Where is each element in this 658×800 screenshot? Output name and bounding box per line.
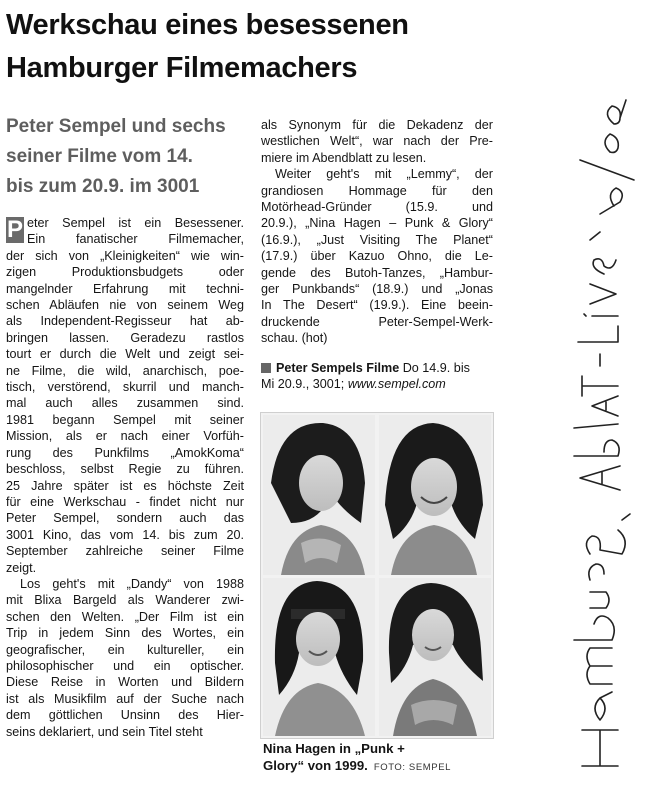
left-column-line: Los geht's mit „Dandy“ von 1988 xyxy=(20,576,244,591)
handwritten-note-image xyxy=(560,80,656,780)
right-column-line: gende des Butoh-Tanzes, „Hambur- xyxy=(261,265,493,280)
left-column-line: seins deklariert, und sein Titel steht xyxy=(6,724,203,739)
screening-info-line-1 xyxy=(261,360,493,376)
left-column-line: Mission, als er nach einer Vorfüh- xyxy=(6,429,244,444)
right-column-line: schau. (hot) xyxy=(261,331,328,346)
left-column-line: der sich von „Kleinigkeiten“ wie win- xyxy=(6,248,244,263)
screening-info-dates: Do 14.9. bis xyxy=(399,361,470,375)
left-column-line: mangelnder Erfahrung mit techni- xyxy=(6,281,244,296)
photo-collage-image xyxy=(261,413,493,738)
right-column-line: miere im Abendblatt zu lesen. xyxy=(261,150,427,165)
photo-collage xyxy=(260,412,494,739)
left-column-line: rung des Punkfilms „AmokKoma“ xyxy=(6,445,244,460)
left-column-line: ist als Musikfilm auf der Suche nach xyxy=(6,691,244,706)
subhead-line-3: bis zum 20.9. im 3001 xyxy=(6,176,200,197)
left-column-line: mal auch alles zusammen sind. xyxy=(6,396,244,411)
article-subhead xyxy=(6,112,252,202)
photo-credit: FOTO: SEMPEL xyxy=(373,762,452,773)
right-column-line: westlichen Welt“, war nach der Pre- xyxy=(261,134,493,149)
left-column-line: beschloss, selbst Regie zu führen. xyxy=(6,462,244,477)
screening-info-url[interactable]: www.sempel.com xyxy=(347,377,446,392)
left-column-line: für eine Werkschau - findet nicht nur xyxy=(6,494,244,509)
right-column-line: Motörhead-Gründer (15.9. und xyxy=(261,200,493,215)
subhead-line-1: Peter Sempel und sechs xyxy=(6,116,226,137)
screening-info-line-2 xyxy=(261,376,493,392)
right-column-line: In The Desert“ (19.9.). Eine beein- xyxy=(261,298,493,313)
info-square-icon xyxy=(261,363,271,373)
left-column-line: eter Sempel ist ein Besessener. xyxy=(27,216,244,230)
left-column-line: Trip in jedem Sinn des Wortes, ein xyxy=(6,626,244,641)
drop-cap: P xyxy=(6,216,23,243)
screening-info-venue: Mi 20.9., 3001; xyxy=(261,377,348,392)
left-column-line: 3001 Kino, das vom 14. bis zum 20. xyxy=(6,527,244,542)
headline-line-1: Werkschau eines besessenen xyxy=(6,9,409,41)
left-column-line: September zahlreiche seiner Filme xyxy=(6,544,244,559)
caption-text-1: Nina Hagen in „Punk + xyxy=(263,741,405,756)
right-column-line: grandiosen Hommage für den xyxy=(261,183,493,198)
left-column-line: tourt er durch die Welt und zeigt sei- xyxy=(6,347,244,362)
right-column-lines xyxy=(261,117,493,347)
left-column-line: 1981 begann Sempel mit seiner xyxy=(6,412,244,427)
right-column-line: druckende Peter-Sempel-Werk- xyxy=(261,314,493,329)
right-column-line: als Synonym für die Dekadenz der xyxy=(261,118,493,132)
right-column-line: ger Punkbands“ (18.9.) und „Jonas xyxy=(261,282,493,297)
article-body-right-column xyxy=(261,117,493,347)
screening-info xyxy=(261,360,493,393)
left-column-line: bringen lassen. Geradezu rastlos xyxy=(6,330,244,345)
left-column-line: zeigt. xyxy=(6,560,37,575)
right-column-line: Weiter geht's mit „Lemmy“, der xyxy=(275,167,493,182)
right-column-line: (17.9.) über Kazuo Ohno, die Le- xyxy=(261,249,493,264)
left-column-line: Ein fanatischer Filmemacher, xyxy=(27,232,244,247)
left-column-line: ne Filme, die wild, anarchisch, poe- xyxy=(6,363,244,378)
headline-line-2: Hamburger Filmemachers xyxy=(6,52,358,84)
photo-caption xyxy=(263,740,503,776)
left-column-line: philosophischer und ein optischer. xyxy=(6,658,244,673)
left-column-line: zigen Produktionsbudgets oder xyxy=(6,265,244,280)
right-column-line: 20.9.), „Nina Hagen – Punk & Glory“ xyxy=(261,216,493,231)
caption-text-2: Glory“ von 1999. xyxy=(263,758,368,773)
left-column-lines xyxy=(6,215,244,740)
article-body-left-column xyxy=(6,215,244,740)
right-column-line: (16.9.), „Just Visiting The Planet“ xyxy=(261,232,493,247)
left-column-line: mit Blixa Bargeld als Wanderer zwi- xyxy=(6,593,244,608)
left-column-line: dem göttlichen Unsinn des Hier- xyxy=(6,708,244,723)
left-column-line: Diese Reise in Worten und Bildern xyxy=(6,675,244,690)
left-column-line: tisch, verstörend, skurril und manch- xyxy=(6,380,244,395)
subhead-line-2: seiner Filme vom 14. xyxy=(6,146,193,167)
left-column-line: schen den Welten. „Der Film ist ein xyxy=(6,609,244,624)
left-column-line: geografischer, ein kultureller, ein xyxy=(6,642,244,657)
left-column-line: Peter Sempel, sondern auch das xyxy=(6,511,244,526)
left-column-line: 25 Jahre später ist es höchste Zeit xyxy=(6,478,244,493)
left-column-line: schen Abläufen nie von seinem Weg xyxy=(6,298,244,313)
left-column-line: als Independent-Regisseur hat ab- xyxy=(6,314,244,329)
caption-line-1 xyxy=(263,740,503,757)
caption-line-2 xyxy=(263,757,503,776)
screening-info-title: Peter Sempels Filme xyxy=(276,361,400,375)
handwritten-note xyxy=(560,80,656,780)
article-headline xyxy=(6,4,566,90)
